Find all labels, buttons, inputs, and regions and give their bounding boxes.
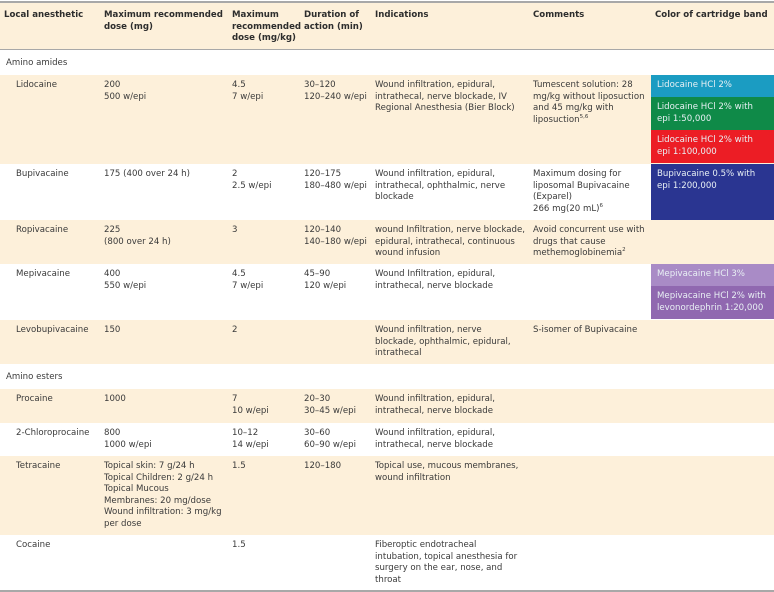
table-row	[0, 264, 774, 320]
indications: Wound infiltration, epidural, intrathecal, nerve blockade, IV Regional Anesthesia (Bier Block)	[371, 75, 529, 164]
indications: Wound infiltration, nerve blockade, ophthalmic, epidural, intrathecal	[371, 320, 529, 364]
dose-mgkg: 3	[228, 220, 300, 264]
dose-mg	[100, 535, 228, 591]
cartridge-band-cell	[651, 264, 774, 320]
indications: Topical use, mucous membranes, wound infiltration	[371, 456, 529, 535]
dose-mgkg: 4.5 7 w/epi	[228, 264, 300, 320]
drug-name: 2-Chloroprocaine	[0, 423, 100, 456]
drug-name: Procaine	[0, 389, 100, 423]
cartridge-band-cell	[651, 320, 774, 364]
comments	[529, 164, 651, 220]
dose-mg: 800 1000 w/epi	[100, 423, 228, 456]
header-max-dose-mgkg: Maximum recommended dose (mg/kg)	[228, 2, 300, 49]
dose-mgkg: 7 10 w/epi	[228, 389, 300, 423]
indications: wound Infiltration, nerve blockade, epidural, intrathecal, continuous wound infusion	[371, 220, 529, 264]
comments-text: Tumescent solution: 28 mg/kg without liposuction and 45 mg/kg with liposuction	[533, 80, 645, 125]
comments-text: Maximum dosing for liposomal Bupivacaine (Exparel) 266 mg(20 mL)	[533, 169, 630, 214]
duration: 45–90 120 w/epi	[300, 264, 371, 320]
comments	[529, 220, 651, 264]
table-row	[0, 389, 774, 423]
table-row	[0, 456, 774, 535]
indications: Wound infiltration, epidural, intrathecal, ophthalmic, nerve blockade	[371, 164, 529, 220]
indications: Wound infiltration, epidural, intrathecal, nerve blockade	[371, 389, 529, 423]
cartridge-band: Mepivacaine HCl 2% with levonordephrin 1:20,000	[651, 286, 774, 319]
dose-mg: 1000	[100, 389, 228, 423]
table-row	[0, 220, 774, 264]
header-comments: Comments	[529, 2, 651, 49]
indications: Fiberoptic endotracheal intubation, topical anesthesia for surgery on the ear, nose, and throat	[371, 535, 529, 591]
dose-mg: 225 (800 over 24 h)	[100, 220, 228, 264]
cartridge-band: Lidocaine HCl 2% with epi 1:50,000	[651, 97, 774, 130]
group-row-esters	[0, 364, 774, 390]
reference-sup: 6	[599, 202, 603, 209]
duration: 30–60 60–90 w/epi	[300, 423, 371, 456]
drug-name: Tetracaine	[0, 456, 100, 535]
cartridge-band-cell	[651, 75, 774, 164]
cartridge-band-cell	[651, 423, 774, 456]
comments	[529, 456, 651, 535]
dose-mgkg: 1.5	[228, 456, 300, 535]
cartridge-band: Mepivacaine HCl 3%	[651, 264, 774, 286]
indications: Wound infiltration, epidural, intrathecal, nerve blockade	[371, 423, 529, 456]
comments	[529, 423, 651, 456]
drug-name: Lidocaine	[0, 75, 100, 164]
local-anesthetics-table	[0, 1, 774, 592]
duration	[300, 320, 371, 364]
duration: 20–30 30–45 w/epi	[300, 389, 371, 423]
group-row-amides	[0, 49, 774, 75]
indications: Wound Infiltration, epidural, intrathecal, nerve blockade	[371, 264, 529, 320]
cartridge-band: Lidocaine HCl 2% with epi 1:100,000	[651, 130, 774, 163]
cartridge-band: Lidocaine HCl 2%	[651, 75, 774, 97]
dose-mgkg: 10–12 14 w/epi	[228, 423, 300, 456]
drug-name: Ropivacaine	[0, 220, 100, 264]
group-label: Amino esters	[0, 364, 774, 390]
dose-mgkg: 4.5 7 w/epi	[228, 75, 300, 164]
comments	[529, 264, 651, 320]
table-row	[0, 320, 774, 364]
table-row	[0, 75, 774, 164]
duration: 120–175 180–480 w/epi	[300, 164, 371, 220]
dose-mgkg: 2 2.5 w/epi	[228, 164, 300, 220]
comments-text: Avoid concurrent use with drugs that cause methemoglobinemia	[533, 225, 645, 258]
duration: 120–140 140–180 w/epi	[300, 220, 371, 264]
drug-name: Cocaine	[0, 535, 100, 591]
dose-mg: Topical skin: 7 g/24 h Topical Children: 2 g/24 h Topical Mucous Membranes: 20 mg/dose Wound infiltration: 3 mg/kg per dose	[100, 456, 228, 535]
reference-sup: 2	[622, 247, 626, 254]
header-cartridge-band: Color of cartridge band	[651, 2, 774, 49]
drug-name: Mepivacaine	[0, 264, 100, 320]
dose-mg: 200 500 w/epi	[100, 75, 228, 164]
dose-mgkg: 1.5	[228, 535, 300, 591]
header-max-dose-mg: Maximum recommended dose (mg)	[100, 2, 228, 49]
table-row	[0, 164, 774, 220]
table-row	[0, 423, 774, 456]
duration	[300, 535, 371, 591]
group-label: Amino amides	[0, 49, 774, 75]
dose-mg: 175 (400 over 24 h)	[100, 164, 228, 220]
cartridge-band-cell	[651, 535, 774, 591]
cartridge-band-cell	[651, 164, 774, 220]
comments	[529, 75, 651, 164]
cartridge-band-cell	[651, 220, 774, 264]
duration: 120–180	[300, 456, 371, 535]
cartridge-band: Bupivacaine 0.5% with epi 1:200,000	[651, 164, 774, 220]
header-duration: Duration of action (min)	[300, 2, 371, 49]
dose-mgkg: 2	[228, 320, 300, 364]
header-local-anesthetic: Local anesthetic	[0, 2, 100, 49]
table-row	[0, 535, 774, 591]
comments	[529, 389, 651, 423]
reference-sup: 5,6	[579, 113, 589, 120]
comments	[529, 535, 651, 591]
duration: 30–120 120–240 w/epi	[300, 75, 371, 164]
drug-name: Levobupivacaine	[0, 320, 100, 364]
drug-name: Bupivacaine	[0, 164, 100, 220]
dose-mg: 150	[100, 320, 228, 364]
cartridge-band-cell	[651, 456, 774, 535]
dose-mg: 400 550 w/epi	[100, 264, 228, 320]
header-indications: Indications	[371, 2, 529, 49]
comments: S-isomer of Bupivacaine	[529, 320, 651, 364]
cartridge-band-cell	[651, 389, 774, 423]
header-row	[0, 2, 774, 49]
